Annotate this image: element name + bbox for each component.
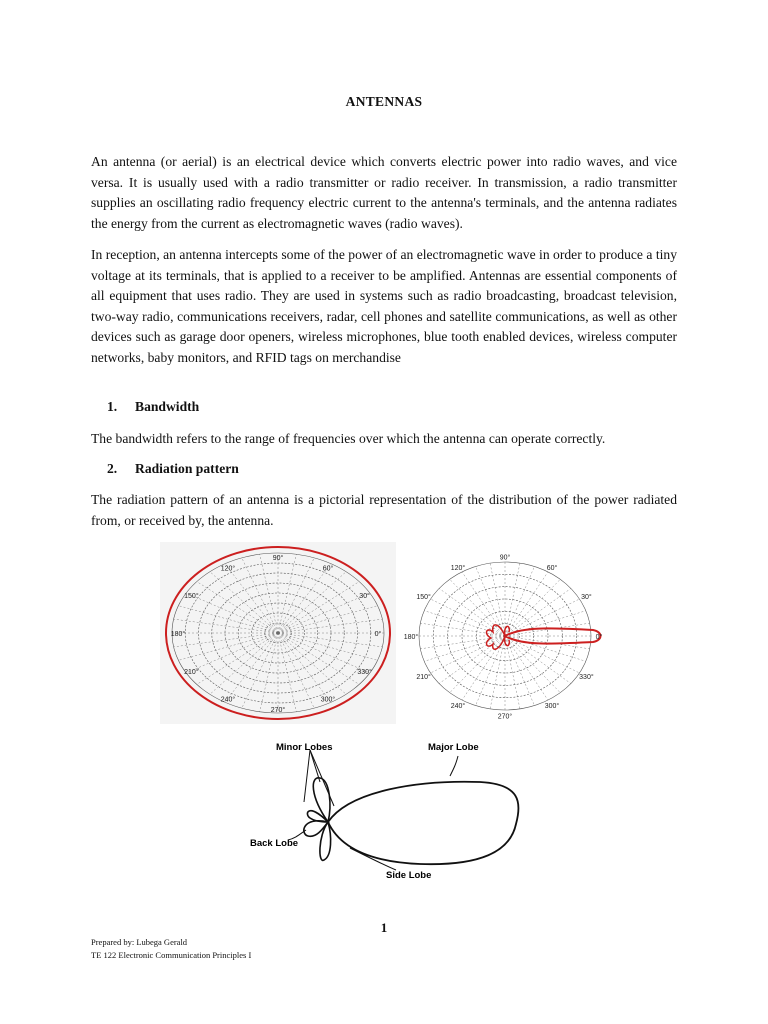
angle-label: 240° [220,696,236,704]
angle-label: 0° [374,631,382,638]
angle-label: 180° [403,634,419,641]
section-heading-radiation-pattern [107,461,239,477]
back-lobe-label: Back Lobe [250,838,299,849]
angle-label: 120° [220,565,236,573]
section-number: 2. [107,461,118,476]
angle-label: 0° [595,634,603,641]
angle-label: 120° [450,565,466,573]
omnidirectional-polar-plot [160,542,396,724]
section-title: Bandwidth [135,399,200,414]
minor-lobe-shapes [304,778,331,861]
angle-label: 330° [579,673,594,681]
angle-label: 60° [322,565,334,573]
footer-course: TE 122 Electronic Communication Principles I [91,950,252,960]
page-number: 1 [380,920,388,935]
angle-label: 150° [184,593,199,601]
angle-label: 270° [270,706,286,714]
angle-label: 90° [499,554,511,562]
intro-paragraph: An antenna (or aerial) is an electrical device which converts electric power into radio waves, and vice versa. It is usually used with a radio transmitter or radio receiver. In transmission, a radio transmitter supplies an oscillating radio frequency electric current to the antenna's terminals, and the antenna radiates the energy from the current as electromagnetic waves (radio waves). [91,154,677,231]
angle-label: 150° [416,594,431,602]
minor-lobes-label: Minor Lobes [276,742,333,753]
angle-label: 300° [320,696,336,704]
angle-label: 330° [357,668,372,676]
angle-label: 300° [544,702,560,710]
major-lobe-label: Major Lobe [428,742,479,753]
reception-paragraph: In reception, an antenna intercepts some of the power of an electromagnetic wave in order to produce a tiny voltage at its terminals, that is applied to a receiver to be amplified. Antennas are essential components of all equipment that uses radio. They are used in systems such as radio broadcasting, broadcast television, two-way radio, communications receivers, radar, cell phones and satellite communications, as well as other devices such as garage door openers, wireless microphones, blue tooth enabled devices, wireless computer networks, baby monitors, and RFID tags on merchandise [91,247,677,365]
section-number: 1. [107,399,118,414]
radiation-pattern-paragraph: The radiation pattern of an antenna is a pictorial representation of the distribution of the power radiated from, or received by, the antenna. [91,492,677,528]
angle-label: 180° [170,631,186,638]
angle-label: 60° [546,565,558,573]
angle-label: 90° [272,555,284,563]
side-lobe-label: Side Lobe [386,870,432,881]
angle-label: 240° [450,702,466,710]
document-title: ANTENNAS [345,94,423,109]
directional-polar-plot [403,548,607,724]
footer-author: Prepared by: Lubega Gerald [91,937,188,947]
bandwidth-paragraph: The bandwidth refers to the range of frequencies over which the antenna can operate correctly. [91,431,606,446]
angle-label: 270° [497,713,513,721]
section-title: Radiation pattern [135,461,239,476]
angle-label: 30° [359,593,370,601]
angle-label: 210° [184,668,199,676]
lobe-diagram [240,736,540,886]
section-heading-bandwidth [107,399,199,415]
angle-label: 210° [416,673,431,681]
angle-label: 30° [581,594,592,602]
label-arrows [288,750,458,870]
